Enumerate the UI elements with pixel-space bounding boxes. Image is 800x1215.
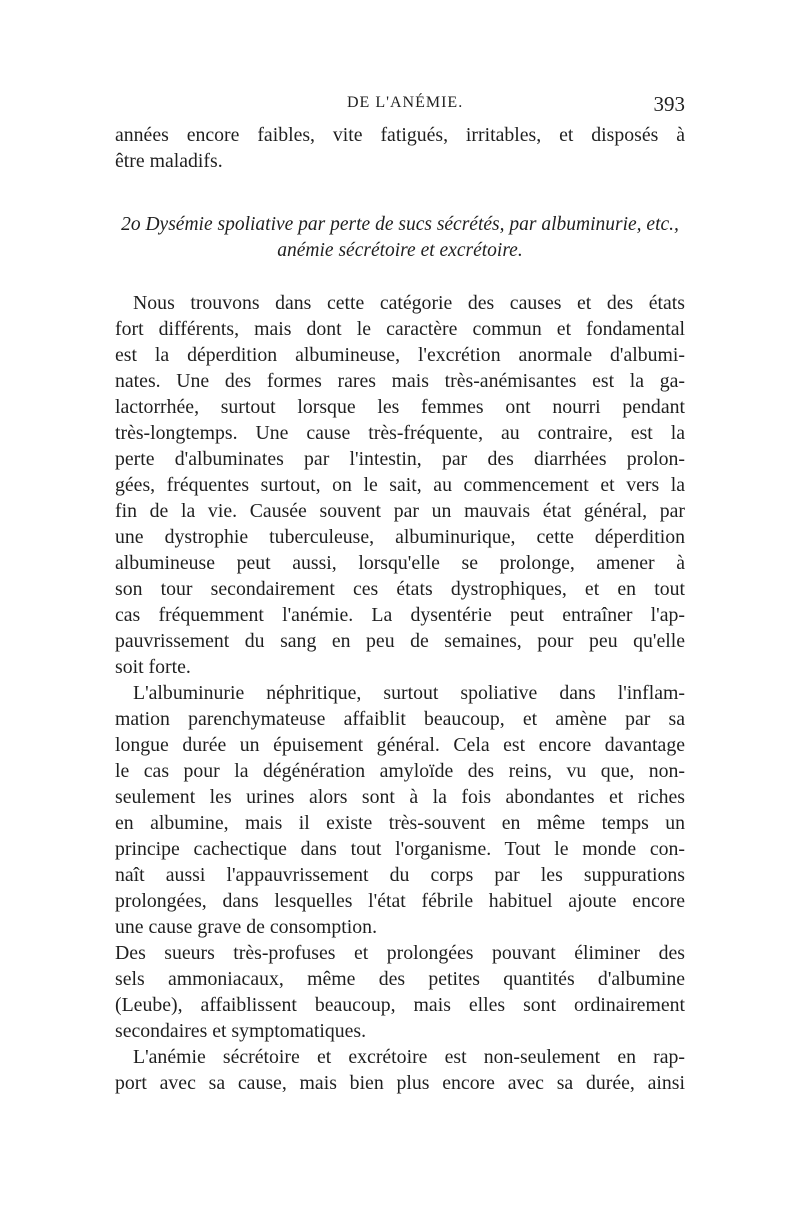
text-line: le cas pour la dégénération amyloïde des reins, vu que, non-	[115, 760, 685, 782]
text-line: fin de la vie. Causée souvent par un mauvais état général, par	[115, 500, 685, 522]
intro-paragraph	[115, 122, 685, 174]
section-heading	[115, 212, 685, 264]
text-line: être maladifs.	[115, 150, 223, 172]
text-line: est la déperdition albumineuse, l'excrétion anormale d'albumi-	[115, 344, 685, 366]
text-line: Nous trouvons dans cette catégorie des causes et des états	[133, 292, 685, 314]
paragraph-2	[115, 680, 685, 940]
text-line: seulement les urines alors sont à la fois abondantes et riches	[115, 786, 685, 808]
paragraph-4	[115, 1044, 685, 1096]
body-text	[115, 122, 685, 1096]
section-heading-line-2: anémie sécrétoire et excrétoire.	[277, 240, 523, 261]
text-line: L'anémie sécrétoire et excrétoire est non-seulement en rap-	[133, 1046, 685, 1068]
text-line: cas fréquemment l'anémie. La dysentérie peut entraîner l'ap-	[115, 604, 685, 626]
text-line: en albumine, mais il existe très-souvent en même temps un	[115, 812, 685, 834]
text-line: port avec sa cause, mais bien plus encore avec sa durée, ainsi	[115, 1072, 685, 1094]
text-line: L'albuminurie néphritique, surtout spoliative dans l'inflam-	[133, 682, 685, 704]
section-heading-line-1: 2o Dysémie spoliative par perte de sucs sécrétés, par albuminurie, etc.,	[121, 214, 679, 235]
text-line: une dystrophie tuberculeuse, albuminurique, cette déperdition	[115, 526, 685, 548]
text-line: principe cachectique dans tout l'organisme. Tout le monde con-	[115, 838, 685, 860]
text-line: perte d'albuminates par l'intestin, par des diarrhées prolon-	[115, 448, 685, 470]
text-line: prolongées, dans lesquelles l'état fébrile habituel ajoute encore	[115, 890, 685, 912]
text-line: soit forte.	[115, 656, 191, 678]
text-line: lactorrhée, surtout lorsque les femmes ont nourri pendant	[115, 396, 685, 418]
text-line: nates. Une des formes rares mais très-anémisantes est la ga-	[115, 370, 685, 392]
text-line: pauvrissement du sang en peu de semaines, pour peu qu'elle	[115, 630, 685, 652]
text-line: une cause grave de consomption.	[115, 916, 378, 938]
text-line: secondaires et symptomatiques.	[115, 1020, 367, 1042]
page-number: 393	[653, 92, 685, 116]
paragraph-3	[115, 940, 685, 1044]
text-line: albumineuse peut aussi, lorsqu'elle se prolonge, amener à	[115, 552, 685, 574]
paragraph-1	[115, 290, 685, 680]
text-line: mation parenchymateuse affaiblit beaucoup, et amène par sa	[115, 708, 685, 730]
text-line: très-longtemps. Une cause très-fréquente, au contraire, est la	[115, 422, 685, 444]
text-line: son tour secondairement ces états dystrophiques, et en tout	[115, 578, 685, 600]
text-line: fort différents, mais dont le caractère commun et fondamental	[115, 318, 685, 340]
text-line: gées, fréquentes surtout, on le sait, au commencement et vers la	[115, 474, 685, 496]
text-line: années encore faibles, vite fatigués, irritables, et disposés à	[115, 124, 685, 146]
running-head	[115, 92, 685, 122]
text-line: naît aussi l'appauvrissement du corps par les suppurations	[115, 864, 685, 886]
book-page	[115, 92, 685, 1096]
text-line: longue durée un épuisement général. Cela est encore davantage	[115, 734, 685, 756]
text-line: (Leube), affaiblissent beaucoup, mais elles sont ordinairement	[115, 994, 685, 1016]
running-title: DE L'ANÉMIE.	[347, 94, 464, 111]
text-line: sels ammoniacaux, même des petites quantités d'albumine	[115, 968, 685, 990]
text-line: Des sueurs très-profuses et prolongées pouvant éliminer des	[115, 942, 685, 964]
